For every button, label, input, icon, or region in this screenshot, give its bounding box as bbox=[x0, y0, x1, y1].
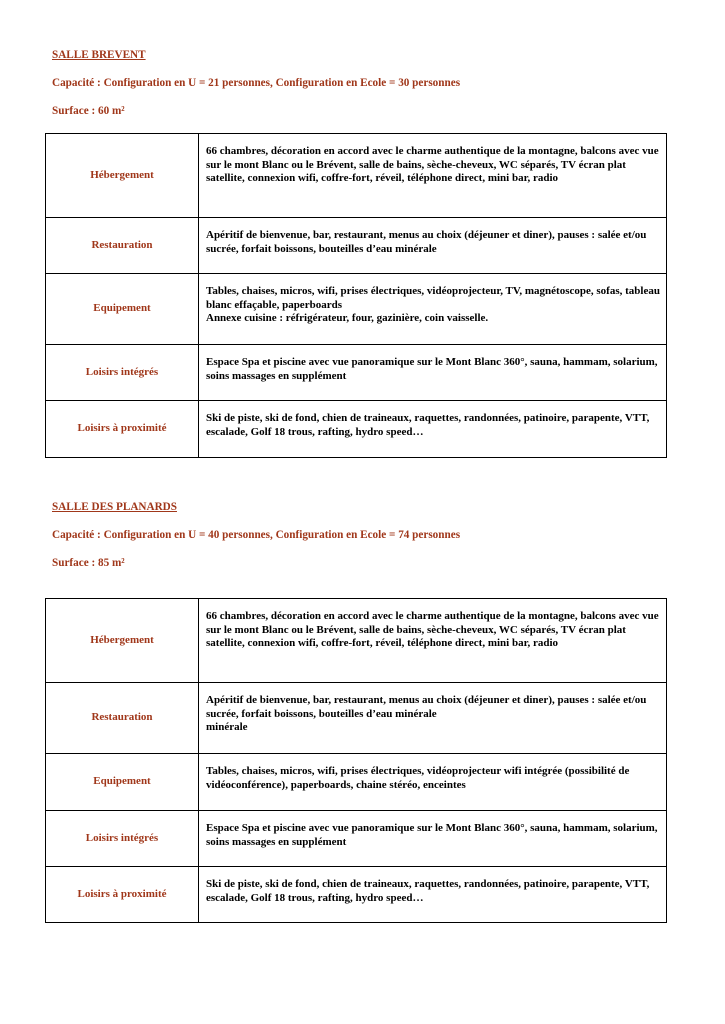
row-label: Loisirs à proximité bbox=[46, 867, 199, 923]
row-value: Ski de piste, ski de fond, chien de traineaux, raquettes, randonnées, patinoire, parapente, VTT, escalade, Golf 18 trous, rafting, hydro speed… bbox=[199, 401, 667, 458]
row-label: Loisirs à proximité bbox=[46, 401, 199, 458]
row-value: Ski de piste, ski de fond, chien de traineaux, raquettes, randonnées, patinoire, parapente, VTT, escalade, Golf 18 trous, rafting, hydro speed… bbox=[199, 867, 667, 923]
row-label: Loisirs intégrés bbox=[46, 345, 199, 401]
row-label: Restauration bbox=[46, 683, 199, 754]
table-row bbox=[46, 134, 667, 218]
capacity-line: Capacité : Configuration en U = 21 personnes, Configuration en Ecole = 30 personnes bbox=[52, 77, 461, 89]
row-value: Apéritif de bienvenue, bar, restaurant, menus au choix (déjeuner et diner), pauses : salée et/ou sucrée, forfait boissons, bouteilles d’eau minérale minérale bbox=[199, 683, 667, 754]
table-row bbox=[46, 274, 667, 345]
section-title: SALLE DES PLANARDS bbox=[52, 501, 177, 513]
facilities-table bbox=[45, 598, 667, 923]
row-label: Restauration bbox=[46, 218, 199, 274]
table-row bbox=[46, 683, 667, 754]
row-value: Tables, chaises, micros, wifi, prises électriques, vidéoprojecteur wifi intégrée (possibilité de vidéoconférence), paperboards, chaine stéréo, enceintes bbox=[199, 754, 667, 811]
surface-line: Surface : 60 m² bbox=[52, 105, 125, 117]
table-row bbox=[46, 218, 667, 274]
table-row bbox=[46, 867, 667, 923]
row-label: Loisirs intégrés bbox=[46, 811, 199, 867]
surface-line: Surface : 85 m² bbox=[52, 557, 125, 569]
row-value: 66 chambres, décoration en accord avec le charme authentique de la montagne, balcons avec vue sur le mont Blanc ou le Brévent, salle de bains, sèche-cheveux, WC séparés, TV écran plat satellite, connexion wifi, coffre-fort, réveil, téléphone direct, mini bar, radio bbox=[199, 599, 667, 683]
row-value: Espace Spa et piscine avec vue panoramique sur le Mont Blanc 360°, sauna, hammam, solarium, soins massages en supplément bbox=[199, 811, 667, 867]
table-row bbox=[46, 401, 667, 458]
row-value: 66 chambres, décoration en accord avec le charme authentique de la montagne, balcons avec vue sur le mont Blanc ou le Brévent, salle de bains, sèche-cheveux, WC séparés, TV écran plat satellite, connexion wifi, coffre-fort, réveil, téléphone direct, mini bar, radio bbox=[199, 134, 667, 218]
row-value: Apéritif de bienvenue, bar, restaurant, menus au choix (déjeuner et diner), pauses : salée et/ou sucrée, forfait boissons, bouteilles d’eau minérale bbox=[199, 218, 667, 274]
capacity-line: Capacité : Configuration en U = 40 personnes, Configuration en Ecole = 74 personnes bbox=[52, 529, 461, 541]
table-row bbox=[46, 599, 667, 683]
row-label: Equipement bbox=[46, 754, 199, 811]
table-row bbox=[46, 345, 667, 401]
section-title: SALLE BREVENT bbox=[52, 49, 146, 61]
facilities-table bbox=[45, 133, 667, 458]
row-label: Hébergement bbox=[46, 599, 199, 683]
row-value: Tables, chaises, micros, wifi, prises électriques, vidéoprojecteur, TV, magnétoscope, sofas, tableau blanc effaçable, paperboards Annexe cuisine : réfrigérateur, four, gazinière, coin vaisselle. bbox=[199, 274, 667, 345]
table-row bbox=[46, 811, 667, 867]
row-value: Espace Spa et piscine avec vue panoramique sur le Mont Blanc 360°, sauna, hammam, solarium, soins massages en supplément bbox=[199, 345, 667, 401]
row-label: Hébergement bbox=[46, 134, 199, 218]
row-label: Equipement bbox=[46, 274, 199, 345]
table-row bbox=[46, 754, 667, 811]
